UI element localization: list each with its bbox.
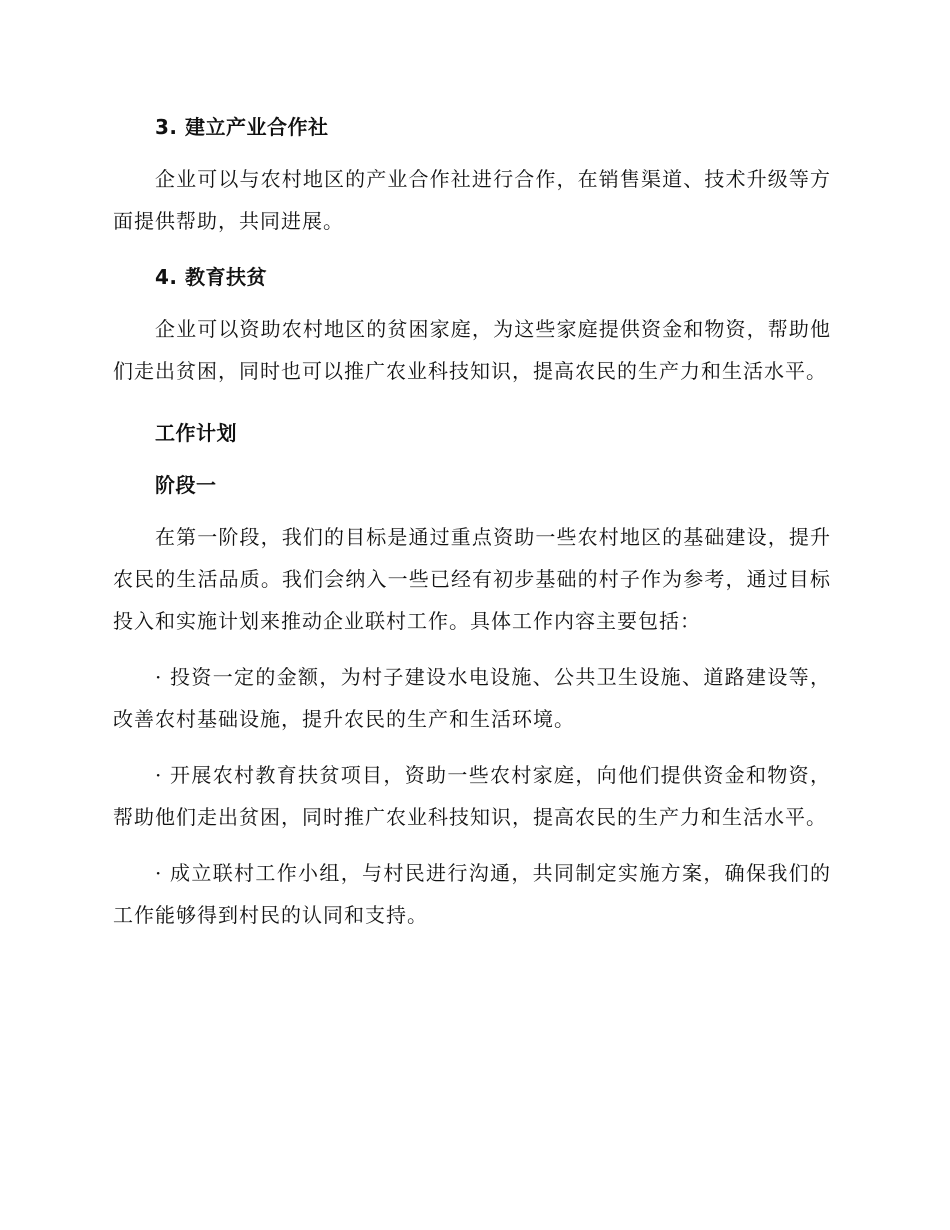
work-plan-title: 工作计划 xyxy=(155,421,237,445)
section-heading-cooperative: 3. 建立产业合作社 xyxy=(155,115,329,139)
bullet-item: · 开展农村教育扶贫项目，资助一些农村家庭，向他们提供资金和物资，帮助他们走出贫困，同时推广农业科技知识，提高农民的生产力和生活水平。 xyxy=(113,763,831,829)
stage-one-intro: 在第一阶段，我们的目标是通过重点资助一些农村地区的基础建设，提升农民的生活品质。我们会纳入一些已经有初步基础的村子作为参考，通过目标投入和实施计划来推动企业联村工作。具体工作内容主要包括： xyxy=(113,525,831,633)
section-paragraph-cooperative: 企业可以与农村地区的产业合作社进行合作，在销售渠道、技术升级等方面提供帮助，共同进展。 xyxy=(113,167,831,233)
bullet-item: · 成立联村工作小组，与村民进行沟通，共同制定实施方案，确保我们的工作能够得到村民的认同和支持。 xyxy=(113,861,831,927)
section-heading-education: 4. 教育扶贫 xyxy=(155,265,267,289)
document-body xyxy=(113,106,831,936)
section-paragraph-education: 企业可以资助农村地区的贫困家庭，为这些家庭提供资金和物资，帮助他们走出贫困，同时也可以推广农业科技知识，提高农民的生产力和生活水平。 xyxy=(113,317,831,383)
bullet-item: · 投资一定的金额，为村子建设水电设施、公共卫生设施、道路建设等，改善农村基础设施，提升农民的生产和生活环境。 xyxy=(113,665,831,731)
stage-one-title: 阶段一 xyxy=(155,473,217,497)
